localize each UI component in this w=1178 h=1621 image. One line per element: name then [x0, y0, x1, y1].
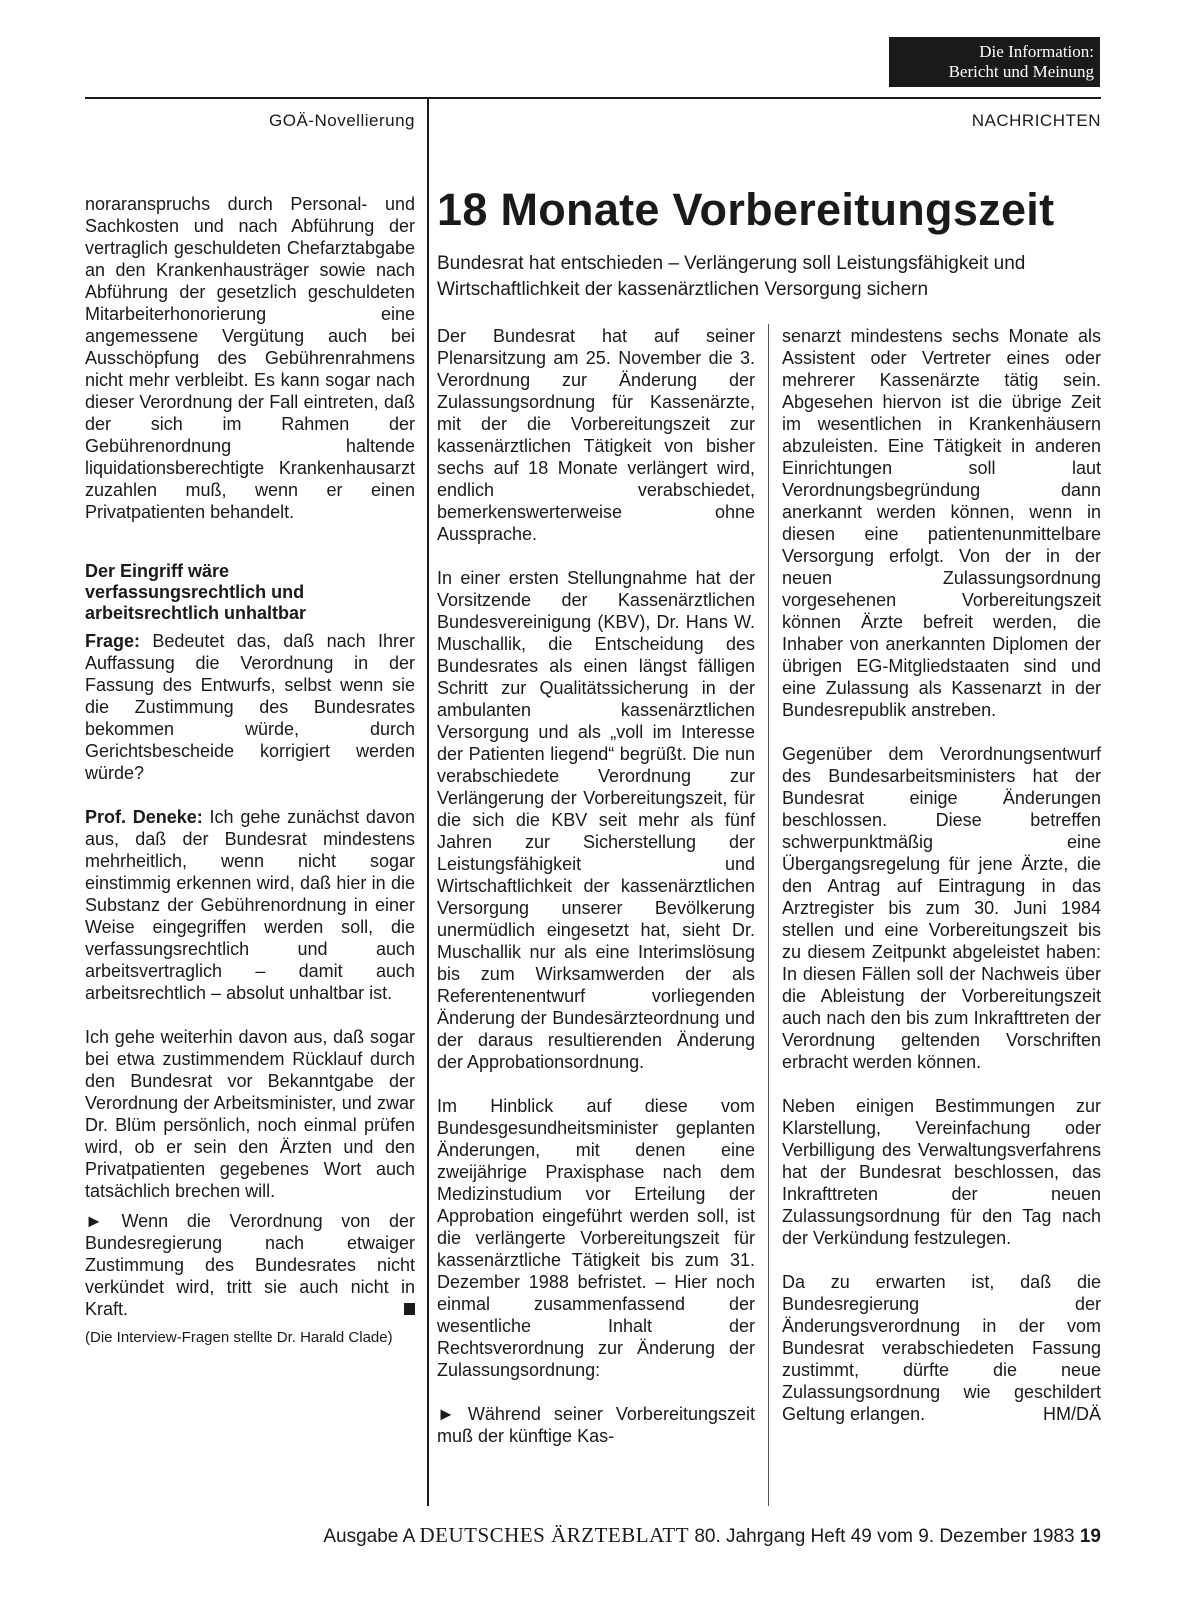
bullet-text: ► Wenn die Verordnung von der Bundesregierung nach etwaiger Zustimmung des Bundesrates nicht verkündet wird, tritt sie auch nicht in Kraft. [85, 1211, 415, 1319]
section-label-left: GOÄ-Novellierung [269, 111, 415, 130]
top-rule [85, 97, 1101, 99]
paragraph-text: Da zu erwarten ist, daß die Bundesregierung der Änderungsverordnung in der vom Bundesrat verabschiedeten Fassung zustimmt, dürfte die neue Zulassungsordnung wie geschildert Geltung erlangen. [782, 1272, 1101, 1424]
closing-paragraph [782, 1271, 1101, 1425]
left-column [85, 193, 415, 1369]
question-text: Bedeutet das, daß nach Ihrer Auffassung die Verordnung in der Fassung des Entwurfs, selbst wenn sie die Zustimmung des Bundesrates bekommen würde, durch Gerichtsbescheide korrigiert werden würde? [85, 631, 415, 783]
footer-issue: 80. Jahrgang Heft 49 vom 9. Dezember 1983 [694, 1526, 1075, 1547]
bullet-paragraph: ► Während seiner Vorbereitungszeit muß der künftige Kas- [437, 1404, 755, 1446]
author-signature: HM/DÄ [1043, 1404, 1101, 1424]
page-number: 19 [1079, 1526, 1101, 1547]
paragraph: Gegenüber dem Verordnungsentwurf des Bundesarbeitsministers hat der Bundesrat einige Änderungen beschlossen. Diese betreffen schwerpunktmäßig eine Übergangsregelung für jene Ärzte, die den Antrag auf Eintragung in das Arztregister bis zum 30. Juni 1984 stellen und eine Vorbereitungszeit bis zu diesem Zeitpunkt abgeleistet haben: In diesen Fällen soll der Nachweis über die Ableistung der Vorbereitungszeit auch nach den bis zum Inkrafttreten der Verordnung geltenden Vorschriften erbracht werden können. [782, 744, 1101, 1072]
paragraph: In einer ersten Stellungnahme hat der Vorsitzende der Kassenärztlichen Bundesvereinigung (KBV), Dr. Hans W. Muschallik, die Entscheidung des Bundesrates als einen längst fälligen Schritt zur Qualitätssicherung in der ambulanten kassenärztlichen Versorgung und als „voll im Interesse der Patienten liegend“ begrüßt. Die nun verabschiedete Verordnung zur Verlängerung der Vorbereitungszeit, für die sich die KBV seit mehr als fünf Jahren zur Sicherstellung der Leistungsfähigkeit und Wirtschaftlichkeit der kassenärztlichen Versorgung unserer Bevölkerung unermüdlich eingesetzt hat, sieht Dr. Muschallik nur als eine Interimslösung bis zum Wirksamwerden der als Referentenentwurf vorliegenden Änderung der Bundesärzteordnung und der daraus resultierenden Änderung der Approbationsordnung. [437, 568, 755, 1072]
question-label: Frage: [85, 631, 141, 651]
paragraph: Der Bundesrat hat auf seiner Plenarsitzung am 25. November die 3. Verordnung zur Änderung der Zulassungsordnung für Kassenärzte, mit der die Vorbereitungszeit zur kassenärztlichen Tätigkeit von bisher sechs auf 18 Monate verlängert wird, endlich verabschiedet, bemerkenswerterweise ohne Aussprache. [437, 326, 755, 544]
article-column-divider [768, 324, 769, 1506]
article-headline: 18 Monate Vorbereitungszeit [437, 184, 1055, 235]
footer-edition: Ausgabe A [323, 1526, 415, 1547]
paragraph: Ich gehe weiterhin davon aus, daß sogar bei etwa zustimmendem Rücklauf durch den Bundesrat vor Bekanntgabe der Verordnung der Arbeitsminister, und zwar Dr. Blüm persönlich, noch einmal prüfen wird, ob er sein den Ärzten und den Privatpatienten gegebenes Wort auch tatsächlich brechen will. [85, 1027, 415, 1201]
interview-subheading: Der Eingriff wäre verfassungsrechtlich und arbeitsrechtlich unhaltbar [85, 561, 307, 623]
bullet-paragraph [85, 1210, 415, 1320]
article-column-2 [782, 325, 1101, 1447]
paragraph: noraranspruchs durch Personal- und Sachkosten und nach Abführung der vertraglich geschuldeten Chefarztabgabe an den Krankenhausträger sowie nach Abführung der gesetzlich geschuldeten Mitarbeiterhonorierung eine angemessene Vergütung auch bei Ausschöpfung des Gebührenrahmens nicht mehr verbleibt. Es kann sogar nach dieser Verordnung der Fall eintreten, daß der sich im Rahmen der Gebührenordnung haltende liquidationsberechtigte Krankenhausarzt zuzahlen muß, wenn er einen Privatpatienten behandelt. [85, 194, 415, 522]
answer-text: Ich gehe zunächst davon aus, daß der Bundesrat mindestens mehrheitlich, wenn nicht sogar einstimmig erkennen wird, daß hier in die Substanz der Gebührenordnung in einer Weise eingegriffen werden soll, die verfassungsrechtlich und auch arbeitsvertraglich – damit auch arbeitsrechtlich – absolut unhaltbar ist. [85, 807, 415, 1003]
answer-label: Prof. Deneke: [85, 807, 203, 827]
footer-masthead: DEUTSCHES ÄRZTEBLATT [419, 1523, 690, 1547]
question-paragraph [85, 630, 415, 784]
paragraph: Im Hinblick auf diese vom Bundesgesundheitsminister geplanten Änderungen, mit denen eine zweijährige Praxisphase nach dem Medizinstudium vor Erteilung der Approbation eingeführt werden soll, ist die verlängerte Vorbereitungszeit für kassenärztliche Tätigkeit bis zum 31. Dezember 1988 befristet. – Hier noch einmal zusammenfassend der wesentliche Inhalt der Rechtsverordnung zur Änderung der Zulassungsordnung: [437, 1096, 755, 1380]
page-footer [250, 1523, 1101, 1548]
section-label-right: NACHRICHTEN [971, 111, 1101, 130]
article-column-1 [437, 325, 755, 1469]
column-divider [427, 99, 429, 1506]
paragraph: senarzt mindestens sechs Monate als Assistent oder Vertreter eines oder mehrerer Kassenärzte tätig sein. Abgesehen hiervon ist die übrige Zeit im wesentlichen in Krankenhäusern abzuleisten. Eine Tätigkeit in anderen Einrichtungen soll laut Verordnungsbegründung dann anerkannt werden können, wenn in diesen eine patientenunmittelbare Versorgung erfolgt. Von der in der neuen Zulassungsordnung vorgesehenen Vorbereitungszeit können Ärzte befreit werden, die Inhaber von anerkannten Diplomen der übrigen EG-Mitgliedstaaten sind und eine Zulassung als Kassenarzt in der Bundesrepublik anstreben. [782, 326, 1101, 720]
paragraph: Neben einigen Bestimmungen zur Klarstellung, Vereinfachung oder Verbilligung des Verwaltungsverfahrens hat der Bundesrat beschlossen, das Inkrafttreten der neuen Zulassungsordnung für den Tag nach der Verkündung festzulegen. [782, 1096, 1101, 1248]
answer-paragraph [85, 806, 415, 1004]
section-badge [889, 37, 1100, 87]
article-subheadline: Bundesrat hat entschieden – Verlängerung soll Leistungsfähigkeit und Wirtschaftlichkeit der kassenärztlichen Versorgung sichern [437, 253, 1026, 300]
end-of-article-mark [404, 1303, 415, 1315]
badge-line-2: Bericht und Meinung [948, 62, 1094, 81]
badge-line-1: Die Information: [979, 42, 1094, 61]
interview-credit: (Die Interview-Fragen stellte Dr. Harald Clade) [85, 1329, 393, 1346]
